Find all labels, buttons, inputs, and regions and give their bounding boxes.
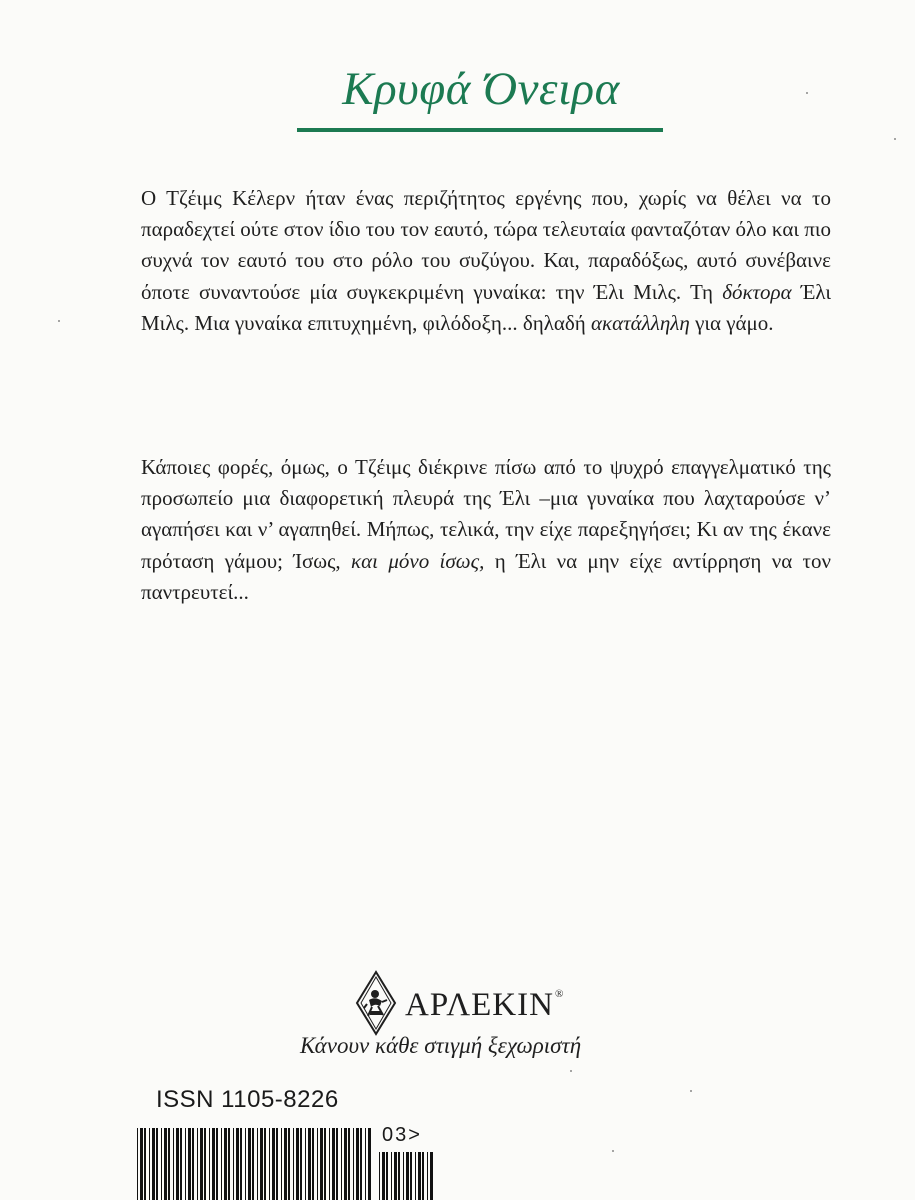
- paper-speck: [612, 1150, 614, 1152]
- barcode-bar: [386, 1152, 388, 1200]
- barcode-bar: [284, 1128, 287, 1200]
- barcode-bar: [344, 1128, 347, 1200]
- blurb-p1-text-a: Ο Τζέιμς Κέλερν ήταν ένας περιζήτητος εργένης που, χωρίς να θέλει να το παραδεχτεί ούτε στον ίδιο του τον εαυτό, τώρα τελευταία φανταζόταν όλο και πιο συχνά τον εαυτό του στο ρόλο του συζύγου. Και, παραδόξως, αυτό συνέβαινε όποτε συναντούσε μία συγκεκριμένη γυναίκα: την Έλι Μιλς. Τη: [141, 186, 831, 304]
- barcode-bar: [332, 1128, 335, 1200]
- barcode-bar: [329, 1128, 330, 1200]
- barcode-bar: [394, 1152, 397, 1200]
- barcode-bar: [418, 1152, 421, 1200]
- barcode-bar: [296, 1128, 299, 1200]
- barcode-addon-icon: [378, 1152, 433, 1200]
- blurb-p1-italic-doctor: δόκτορα: [722, 279, 792, 304]
- barcode-bar: [276, 1128, 278, 1200]
- harlequin-diamond-icon: [355, 970, 397, 1036]
- publisher-name-text: ΑΡΛΕΚΙΝ: [405, 986, 554, 1023]
- barcode-bar: [264, 1128, 266, 1200]
- barcode-bar: [221, 1128, 222, 1200]
- barcode-bar: [272, 1128, 275, 1200]
- barcode-icon: [136, 1128, 372, 1200]
- barcode-bar: [257, 1128, 258, 1200]
- blurb-paragraph-1: [141, 183, 831, 339]
- paper-speck: [894, 138, 896, 140]
- publisher-name: [405, 987, 564, 1024]
- barcode-bar: [379, 1152, 380, 1200]
- publisher-logo: [355, 968, 564, 1038]
- barcode-bar: [317, 1128, 318, 1200]
- barcode-bar: [200, 1128, 203, 1200]
- barcode-bar: [293, 1128, 294, 1200]
- barcode-bar: [403, 1152, 404, 1200]
- barcode-bar: [216, 1128, 218, 1200]
- paper-speck: [806, 92, 808, 94]
- barcode-bar: [168, 1128, 170, 1200]
- barcode-bar: [209, 1128, 210, 1200]
- registered-mark: ®: [554, 987, 565, 1000]
- barcode-bar: [312, 1128, 314, 1200]
- barcode-bar: [305, 1128, 306, 1200]
- barcode-bar: [348, 1128, 350, 1200]
- blurb-paragraph-2: [141, 452, 831, 608]
- barcode-bar: [176, 1128, 179, 1200]
- barcode-bar: [164, 1128, 167, 1200]
- barcode-bar: [224, 1128, 227, 1200]
- barcode-bar: [430, 1152, 433, 1200]
- barcode-bar: [368, 1128, 371, 1200]
- barcode-bar: [161, 1128, 162, 1200]
- barcode-bar: [308, 1128, 311, 1200]
- publisher-slogan: Κάνουν κάθε στιγμή ξεχωριστή: [300, 1033, 582, 1058]
- barcode-bar: [245, 1128, 246, 1200]
- barcode-bar: [204, 1128, 206, 1200]
- barcode-bar: [156, 1128, 158, 1200]
- barcode-bar: [269, 1128, 270, 1200]
- blurb-p1-text-e: για γάμο.: [689, 310, 774, 335]
- barcode-bar: [356, 1128, 359, 1200]
- barcode-bar: [180, 1128, 182, 1200]
- barcode-bar: [320, 1128, 323, 1200]
- barcode-bar: [398, 1152, 400, 1200]
- barcode-bar: [144, 1128, 146, 1200]
- barcode-bar: [341, 1128, 342, 1200]
- barcode-addon: [382, 1124, 422, 1147]
- barcode-bar: [252, 1128, 254, 1200]
- barcode-bar: [281, 1128, 282, 1200]
- blurb-p1-italic-unsuitable: ακατάλληλη: [591, 310, 690, 335]
- barcode-bar: [152, 1128, 155, 1200]
- book-title: Κρυφά Όνειρα: [342, 63, 620, 115]
- barcode-bar: [233, 1128, 234, 1200]
- barcode-bar: [260, 1128, 263, 1200]
- barcode-bar: [415, 1152, 416, 1200]
- barcode-bar: [288, 1128, 290, 1200]
- barcode-bar: [240, 1128, 242, 1200]
- barcode-bar: [336, 1128, 338, 1200]
- paper-speck: [570, 1070, 572, 1072]
- blurb-p2-text-c: η Έλι να μην είχε αντίρρηση να τον παντρευτεί...: [141, 548, 831, 604]
- issn-number: ISSN 1105-8226: [156, 1086, 339, 1113]
- barcode-bar: [248, 1128, 251, 1200]
- barcode-bar: [382, 1152, 385, 1200]
- barcode-bar: [422, 1152, 424, 1200]
- barcode-bar: [300, 1128, 302, 1200]
- barcode-bar: [228, 1128, 230, 1200]
- barcode-bar: [324, 1128, 326, 1200]
- barcode-bar: [391, 1152, 392, 1200]
- barcode-bar: [365, 1128, 366, 1200]
- title-underline: [297, 128, 663, 132]
- barcode-bar: [410, 1152, 412, 1200]
- barcode-bar: [427, 1152, 428, 1200]
- barcode-bar: [360, 1128, 362, 1200]
- barcode-bar: [137, 1128, 138, 1200]
- paper-speck: [690, 1090, 692, 1092]
- barcode-bar: [406, 1152, 409, 1200]
- barcode-bar: [192, 1128, 194, 1200]
- barcode-bar: [212, 1128, 215, 1200]
- barcode-bar: [236, 1128, 239, 1200]
- blurb-p2-text-a: Κάποιες φορές, όμως, ο Τζέιμς διέκρινε πίσω από το ψυχρό επαγγελματικό της προσωπείο μια διαφορετική πλευρά της Έλι –μια γυναίκα που λαχταρούσε ν’ αγαπήσει και ν’ αγαπηθεί. Μήπως, τελικά, την είχε παρεξηγήσει; Κι αν της έκανε πρόταση γάμου; Ίσως,: [141, 455, 831, 573]
- barcode-bar: [173, 1128, 174, 1200]
- blurb-p2-italic-only-maybe: και μόνο ίσως,: [351, 548, 485, 573]
- barcode-addon-marker: >: [408, 1124, 422, 1146]
- barcode-bar: [140, 1128, 143, 1200]
- blurb-p1-text-c: Έλι Μιλς. Μια γυναίκα επιτυχημένη, φιλόδοξη... δηλαδή: [141, 279, 831, 335]
- barcode-bar: [185, 1128, 186, 1200]
- barcode-addon-digits: 03: [382, 1124, 409, 1146]
- barcode-bar: [197, 1128, 198, 1200]
- barcode-bar: [353, 1128, 354, 1200]
- barcode-bar: [188, 1128, 191, 1200]
- barcode-bar: [149, 1128, 150, 1200]
- paper-speck: [58, 320, 60, 322]
